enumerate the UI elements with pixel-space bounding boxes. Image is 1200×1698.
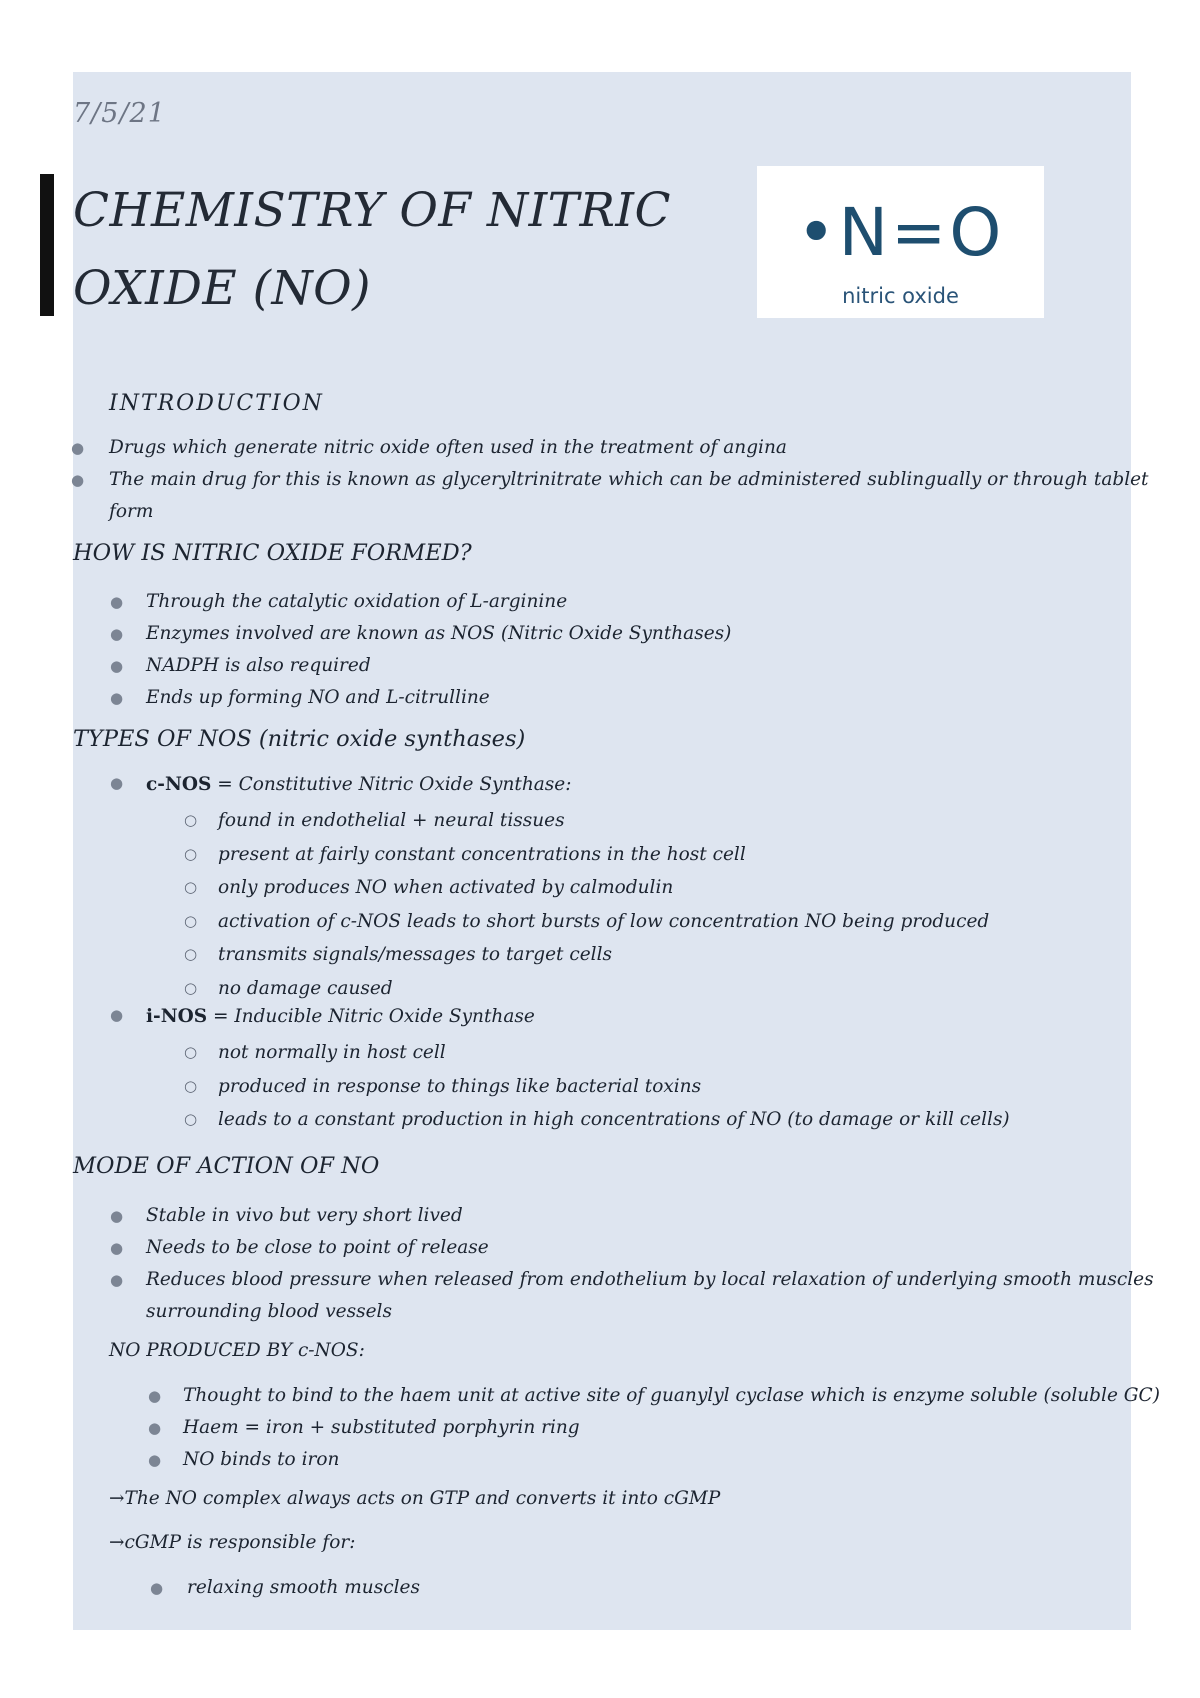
logo-formula: •N=O [796,194,1005,271]
list-item: ● relaxing smooth muscles [150,1577,420,1598]
list-item: ● Ends up forming NO and L-citrulline [110,687,490,708]
list-item: ● Thought to bind to the haem unit at active site of guanylyl cyclase which is enzyme soluble (soluble GC) [148,1385,1160,1406]
subheading-cnos: NO PRODUCED BY c-NOS: [109,1340,365,1361]
cgmp-list [150,1572,420,1604]
mode-list [110,1200,1154,1328]
list-item: ● Stable in vivo but very short lived [110,1205,463,1226]
intro-list [71,432,1149,528]
list-item: ● Haem = iron + substituted porphyrin ring [148,1417,580,1438]
section-heading-formed: HOW IS NITRIC OXIDE FORMED? [73,540,472,566]
logo-caption: nitric oxide [842,284,959,308]
list-item: ● Through the catalytic oxidation of L-arginine [110,591,568,612]
cnos-item: ● c-NOS = Constitutive Nitric Oxide Synthase: [110,774,572,795]
section-heading-mode: MODE OF ACTION OF NO [73,1153,380,1179]
list-item: ● Drugs which generate nitric oxide often used in the treatment of angina [71,437,787,458]
sub-list-item: ○ present at fairly constant concentrations in the host cell [184,843,746,865]
inos-description: = Inducible Nitric Oxide Synthase [207,1006,535,1027]
sub-list-item: ○ no damage caused [184,977,393,999]
formed-list [110,586,732,714]
sub-list-item: ○ transmits signals/messages to target cells [184,944,613,965]
list-item: ● Reduces blood pressure when released from endothelium by local relaxation of underlying smooth muscles [110,1269,1154,1290]
inos-term: i-NOS [146,1006,208,1027]
section-heading-types: TYPES OF NOS (nitric oxide synthases) [73,726,526,752]
title-line-1: CHEMISTRY OF NITRIC [73,183,671,238]
cnos-mechanism-list [148,1380,1160,1476]
inos-sublist [184,1036,1010,1137]
cnos-description: = Constitutive Nitric Oxide Synthase: [211,774,572,795]
list-item: ● Enzymes involved are known as NOS (Nitric Oxide Synthases) [110,623,732,644]
list-item: ● Needs to be close to point of release [110,1237,489,1258]
title-accent-bar [40,174,54,316]
sub-list-item: ○ leads to a constant production in high concentrations of NO (to damage or kill cells) [184,1109,1010,1130]
list-item: ● The main drug for this is known as glyceryltrinitrate which can be administered sublingually or through tablet [71,469,1149,490]
inos-item: ● i-NOS = Inducible Nitric Oxide Synthase [110,1006,535,1027]
list-item-continuation: form [109,501,154,522]
title-line-2: OXIDE (NO) [73,261,371,316]
arrow-note-cgmp: →cGMP is responsible for: [109,1532,356,1553]
cnos-sublist [184,804,990,1005]
page-title [73,172,671,328]
list-item: ● NO binds to iron [148,1449,340,1470]
sub-list-item: ○ activation of c-NOS leads to short bursts of low concentration NO being produced [184,910,990,932]
arrow-note-gtp: →The NO complex always acts on GTP and converts it into cGMP [109,1488,721,1509]
sub-list-item: ○ found in endothelial + neural tissues [184,810,565,831]
cnos-term: c-NOS [146,774,212,795]
list-item: ● NADPH is also required [110,655,371,676]
intro-heading: INTRODUCTION [109,391,324,416]
sub-list-item: ○ produced in response to things like bacterial toxins [184,1075,702,1097]
list-item-continuation: surrounding blood vessels [146,1301,392,1322]
sub-list-item: ○ not normally in host cell [184,1042,446,1063]
sub-list-item: ○ only produces NO when activated by calmodulin [184,877,674,898]
nitric-oxide-logo [757,166,1044,318]
date: 7/5/21 [73,98,166,129]
